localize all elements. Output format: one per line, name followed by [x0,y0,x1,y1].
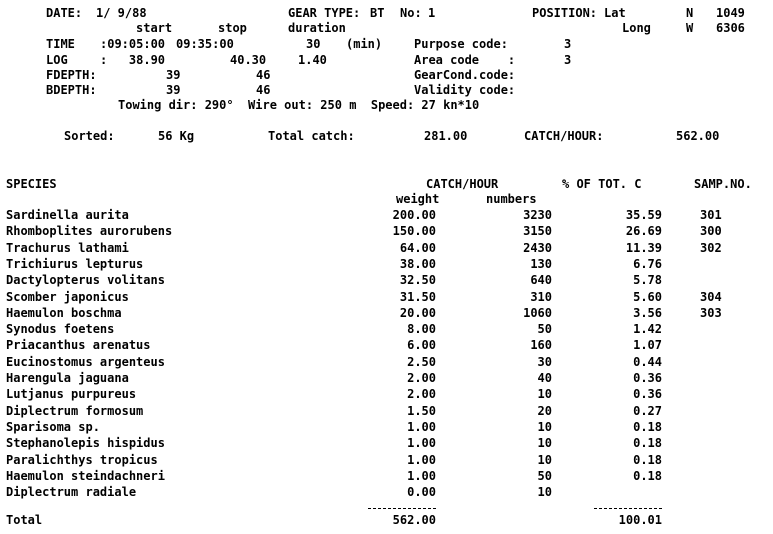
fdepth-label: FDEPTH: [46,68,97,82]
area-code-value: 3 [564,53,572,67]
species-name: Haemulon boschma [6,305,122,320]
numbers-value: 10 [537,387,552,402]
col-weight-header: weight [396,192,440,206]
weight-value: 200.00 [392,208,436,222]
species-name: Scomber japonicus [6,289,129,304]
pct-value: 1.07 [633,338,662,353]
weight-value: 2.50 [407,354,436,369]
samp-value: 301 [700,208,722,222]
pct-total-rule [594,508,662,509]
bdepth-label: BDEPTH: [46,83,97,97]
pct-value: 0.18 [633,436,662,451]
weight-value: 1.00 [407,452,436,467]
sorted-value: 56 Kg [158,129,195,143]
log-stop: 40.30 [230,53,267,67]
long-hemisphere: W [686,21,694,35]
date-value: 1/ 9/88 [96,6,147,20]
pct-value: 0.18 [633,419,662,434]
no-label: No: [400,6,422,20]
weight-value: 1.00 [407,436,436,451]
species-name: Eucinostomus argenteus [6,354,165,369]
pct-value: 3.56 [633,305,662,320]
time-start: :09:05:00 [100,37,166,51]
species-name: Rhomboplites aurorubens [6,224,173,239]
fdepth-start: 39 [166,68,181,82]
numbers-value: 1060 [523,305,552,320]
validity-code-label: Validity code: [414,83,516,97]
sorted-label: Sorted: [64,129,115,143]
species-name: Priacanthus arenatus [6,338,151,353]
col-numbers-header: numbers [486,192,537,206]
weight-value: 8.00 [407,322,436,337]
samp-value: 302 [700,240,722,255]
position-label: POSITION: [532,6,598,20]
area-code-label: Area code : [414,53,516,67]
pct-value: 0.36 [633,371,662,385]
species-name: Sardinella aurita [6,208,129,222]
numbers-value: 2430 [523,240,552,255]
numbers-value: 40 [537,371,552,385]
weight-value: 0.00 [407,485,436,500]
total-pct: 100.01 [618,513,662,527]
species-name: Trichiurus lepturus [6,256,144,271]
numbers-value: 130 [530,256,552,271]
numbers-value: 3230 [523,208,552,222]
col-samp-header: SAMP.NO. [694,177,752,191]
samp-value: 304 [700,289,722,304]
numbers-value: 310 [530,289,552,304]
purpose-code-label: Purpose code: [414,37,508,51]
col-start-label: start [136,21,173,35]
gear-type-value: BT [370,6,385,20]
pct-value: 11.39 [625,240,662,255]
lat-value: 1049 [716,6,745,20]
purpose-code-value: 3 [564,37,572,51]
species-name: Diplectrum radiale [6,485,137,500]
pct-value: 0.18 [633,452,662,467]
weight-total-rule [368,508,436,509]
species-name: Dactylopterus volitans [6,273,165,288]
weight-value: 6.00 [407,338,436,353]
col-stop-label: stop [218,21,247,35]
catch-hour-label: CATCH/HOUR: [524,129,604,143]
towing-line: Towing dir: 290° Wire out: 250 m Speed: 27 kn*10 [118,98,480,112]
numbers-value: 10 [537,436,552,451]
lat-hemisphere: N [686,6,694,20]
weight-value: 20.00 [399,305,436,320]
fdepth-stop: 46 [256,68,271,82]
time-label: TIME [46,37,75,51]
numbers-value: 20 [537,403,552,418]
numbers-value: 50 [537,322,552,337]
weight-value: 38.00 [399,256,436,271]
samp-value: 300 [700,224,722,239]
weight-value: 1.00 [407,468,436,483]
weight-value: 1.00 [407,419,436,434]
pct-value: 0.36 [633,387,662,402]
weight-value: 2.00 [407,387,436,402]
total-weight: 562.00 [392,513,436,527]
pct-value: 5.60 [633,289,662,304]
pct-value: 26.69 [625,224,662,239]
species-name: Paralichthys tropicus [6,452,158,467]
weight-value: 150.00 [392,224,436,239]
total-label: Total [6,513,43,527]
species-name: Haemulon steindachneri [6,468,165,483]
col-species-header: SPECIES [6,177,57,191]
numbers-value: 640 [530,273,552,288]
weight-value: 64.00 [399,240,436,255]
pct-value: 0.27 [633,403,662,418]
species-name: Diplectrum formosum [6,403,144,418]
log-start: : 38.90 [100,53,166,67]
weight-value: 2.00 [407,371,436,385]
col-pct-header: % OF TOT. C [562,177,642,191]
pct-value: 6.76 [633,256,662,271]
numbers-value: 3150 [523,224,552,239]
pct-value: 5.78 [633,273,662,288]
no-value: 1 [428,6,436,20]
species-name: Lutjanus purpureus [6,387,137,402]
numbers-value: 50 [537,468,552,483]
numbers-value: 10 [537,485,552,500]
time-stop: 09:35:00 [176,37,234,51]
species-name: Synodus foetens [6,322,115,337]
pct-value: 1.42 [633,322,662,337]
species-name: Stephanolepis hispidus [6,436,165,451]
samp-value: 303 [700,305,722,320]
time-unit: (min) [346,37,383,51]
long-value: 6306 [716,21,745,35]
species-name: Harengula jaguana [6,371,129,385]
weight-value: 31.50 [399,289,436,304]
pct-value: 0.44 [633,354,662,369]
total-catch-label: Total catch: [268,129,355,143]
numbers-value: 30 [537,354,552,369]
log-label: LOG [46,53,68,67]
col-catch-hour-header: CATCH/HOUR [426,177,499,191]
pct-value: 0.18 [633,468,662,483]
bdepth-start: 39 [166,83,181,97]
numbers-value: 10 [537,419,552,434]
gear-type-label: GEAR TYPE: [288,6,361,20]
weight-value: 32.50 [399,273,436,288]
weight-value: 1.50 [407,403,436,418]
numbers-value: 10 [537,452,552,467]
log-duration: 1.40 [298,53,327,67]
pct-value: 35.59 [625,208,662,222]
gearcond-code-label: GearCond.code: [414,68,516,82]
catch-hour-value: 562.00 [676,129,720,143]
species-name: Sparisoma sp. [6,419,100,434]
bdepth-stop: 46 [256,83,271,97]
time-duration: 30 [306,37,321,51]
numbers-value: 160 [530,338,552,353]
col-duration-label: duration [288,21,346,35]
total-catch-value: 281.00 [424,129,468,143]
lat-label: Lat [604,6,626,20]
species-name: Trachurus lathami [6,240,129,255]
long-label: Long [622,21,651,35]
date-label: DATE: [46,6,83,20]
